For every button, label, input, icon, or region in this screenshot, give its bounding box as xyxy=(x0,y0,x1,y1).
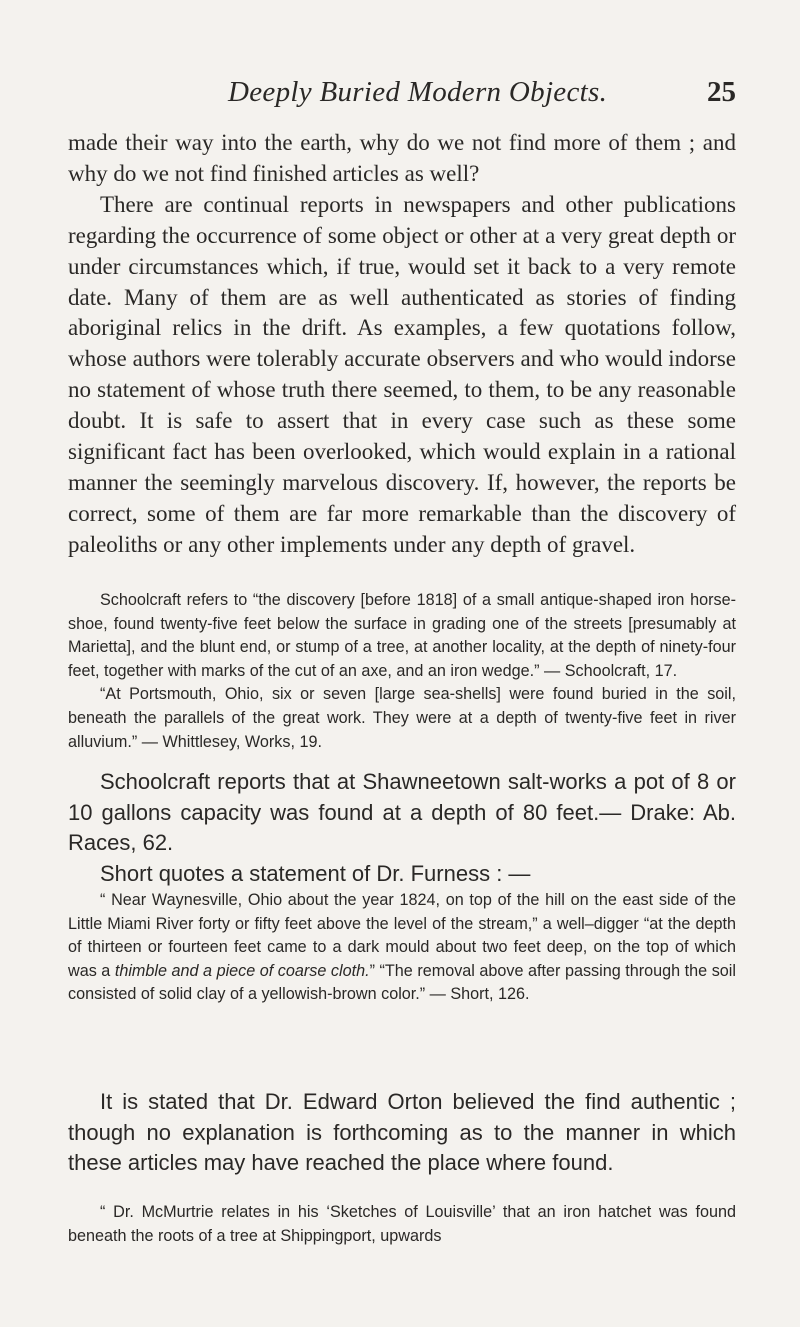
page-number: 25 xyxy=(707,76,736,108)
typed-insert-block-orton xyxy=(68,1087,736,1179)
main-text-block xyxy=(68,128,736,561)
quote-schoolcraft-horseshoe: Schoolcraft refers to “the discovery [before 1818] of a small antique-shaped iron horse-shoe, found twenty-five feet below the surface in grading one of the streets [presumably at Marietta], and the blunt end, or stump of a tree, at another locality, at the depth of ninety-four feet, together with marks of the cut of an axe, and an iron wedge.” — Schoolcraft, 17. xyxy=(68,591,736,680)
quotation-block-mcmurtrie xyxy=(68,1201,736,1248)
paragraph-continual-reports: There are continual reports in newspapers and other publications regarding the occurrence of some object or other at a very great depth or under circumstances which, if true, would set it back to a very remote date. Many of them are as well authenticated as stories of finding aboriginal relics in the drift. As examples, a few quotations follow, whose authors were tolerably accurate observers and who would indorse no statement of whose truth there seemed, to them, to be any reasonable doubt. It is safe to assert that in every case such as these some significant fact has been overlooked, which would explain in a rational manner the seemingly marvelous discovery. If, however, the reports be correct, some of them are far more remarkable than the discovery of paleoliths or any other implements under any depth of gravel. xyxy=(68,191,736,557)
page-header xyxy=(68,76,736,116)
quotation-block-furness xyxy=(68,889,736,1007)
paragraph-continuation: made their way into the earth, why do we not find more of them ; and why do we not find finished articles as well? xyxy=(68,130,736,186)
quote-waynesville-part-1: “ Near Waynesville, Ohio about the year 1824, on top of the hill on the east side of the Little Miami River forty or fifty feet above the level of the stream,” a well–digger “at the depth of thirteen or fourteen feet came to a dark mould about two feet deep, on the top of which was a xyxy=(68,891,736,980)
quote-mcmurtrie: “ Dr. McMurtrie relates in his ‘Sketches of Louisville’ that an iron hatchet was found beneath the roots of a tree at Shippingport, upwards xyxy=(68,1203,736,1245)
quote-portsmouth-shells: “At Portsmouth, Ohio, six or seven [large sea-shells] were found buried in the soil, beneath the parallels of the great work. They were at a depth of twenty-five feet in river alluvium.” — Whittlesey, Works, 19. xyxy=(68,685,736,751)
quote-waynesville xyxy=(68,889,736,1007)
quotation-block xyxy=(68,589,736,754)
paragraph-orton: It is stated that Dr. Edward Orton believed the find authentic ; though no explanation is forthcoming as to the manner in which these articles may have reached the place where found. xyxy=(68,1089,736,1176)
paragraph-shawneetown: Schoolcraft reports that at Shawneetown salt-works a pot of 8 or 10 gallons capacity was found at a depth of 80 feet.— Drake: Ab. Races, 62. xyxy=(68,769,736,856)
quote-waynesville-part-2: ” “The removal above after passing through the soil consisted of solid clay of a yellowish-brown color.” — Short, 126. xyxy=(68,961,736,1004)
paragraph-short-quotes: Short quotes a statement of Dr. Furness : — xyxy=(100,861,531,887)
running-title: Deeply Buried Modern Objects. xyxy=(228,76,608,108)
quote-waynesville-emphasis: thimble and a piece of coarse cloth. xyxy=(114,961,370,980)
typed-insert-block xyxy=(68,767,736,890)
